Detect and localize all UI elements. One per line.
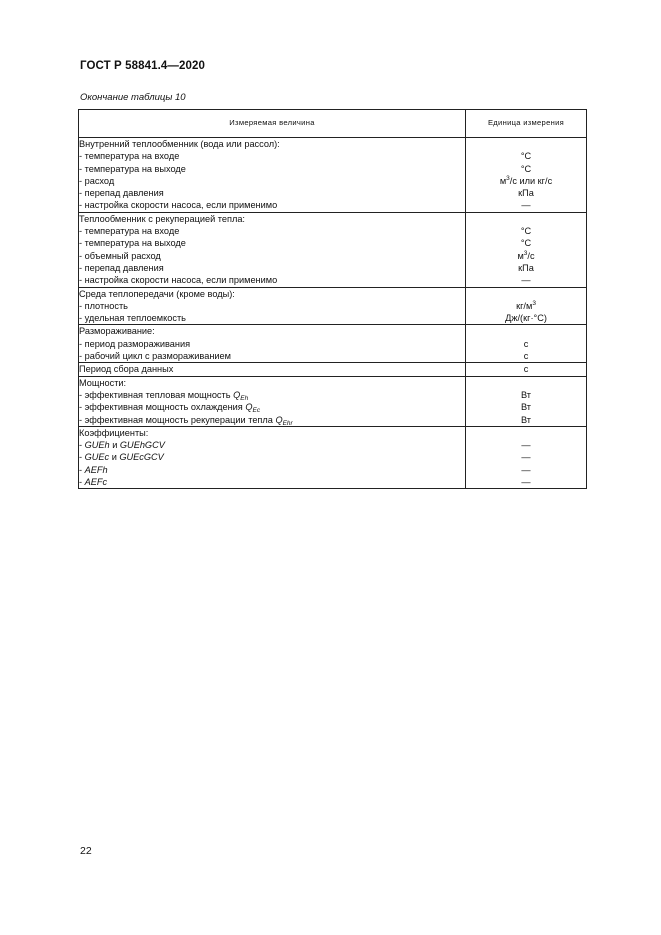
quantity-cell [79,138,466,213]
unit-cell [466,426,587,488]
item-label: - настройка скорости насоса, если применимо [79,200,278,211]
quantity-cell [79,376,466,426]
unit-value: Вт [520,402,532,413]
table-header-row [79,110,587,138]
item-label: - рабочий цикл с размораживанием [79,351,231,362]
item-label: - объемный расход [79,250,161,261]
table-row [79,376,587,426]
quantity-cell [79,426,466,488]
column-header-unit: Единица измерения [466,110,587,138]
unit-value: кПа [518,262,534,273]
table-caption: Окончание таблицы 10 [80,92,186,103]
unit-cell [466,376,587,426]
item-label: - эффективная тепловая мощность $Q_{Eh}$ [79,389,249,402]
table-row [79,325,587,363]
unit-value: Дж/(кг·°С) [505,313,547,324]
item-label: - температура на выходе [79,238,186,249]
unit-value: с [523,364,529,375]
item-label: - настройка скорости насоса, если применимо [79,275,278,286]
unit-value: — [521,200,531,211]
unit-value: $кг/м^3$ [516,299,536,311]
item-label: - плотность [79,300,128,311]
quantity-cell [79,363,466,376]
item-label: - эффективная мощность рекуперации тепла $Q_{Ehr}$ [79,414,293,427]
section-title: Мощности: [79,377,127,388]
section-title: Внутренний теплообменник (вода или рассол): [79,139,280,149]
unit-value: кПа [518,188,534,199]
item-label: - температура на выходе [79,163,186,174]
section-title: Коэффициенты: [79,427,149,438]
unit-value: с [523,338,529,349]
unit-value: — [521,464,531,475]
unit-cell [466,363,587,376]
table-row [79,138,587,213]
table-row [79,212,587,287]
item-label: - перепад давления [79,262,164,273]
quantity-cell [79,287,466,325]
table-row [79,363,587,376]
table-row [79,426,587,488]
unit-value: — [521,477,531,488]
item-label: - расход [79,175,115,186]
item-label: - AEFc [79,477,108,488]
item-label: - период размораживания [79,338,191,349]
item-label: - эффективная мощность охлаждения $Q_{Ec}$ [79,402,261,415]
unit-value: °C [520,163,532,174]
unit-value: — [521,275,531,286]
section-title: Теплообменник с рекуперацией тепла: [79,213,245,224]
measurement-table [78,109,587,489]
unit-cell [466,287,587,325]
item-label: - температура на входе [79,151,180,162]
unit-value: °C [520,226,532,237]
item-label: - перепад давления [79,188,164,199]
quantity-cell [79,212,466,287]
unit-value: $м^3/с$ или кг/с [499,174,553,186]
unit-value: Вт [520,414,532,425]
unit-value: °C [520,151,532,162]
section-title: Среда теплопередачи (кроме воды): [79,288,235,299]
section-title: Размораживание: [79,326,155,337]
unit-value: — [521,452,531,463]
unit-value: с [523,351,529,362]
item-label: - температура на входе [79,226,180,237]
unit-value: — [521,440,531,451]
item-label: - удельная теплоемкость [79,313,186,324]
document-header: ГОСТ Р 58841.4—2020 [80,60,205,72]
page-number: 22 [80,845,92,857]
unit-value: $м^3/с$ [517,249,535,261]
unit-value: Вт [520,389,532,400]
column-header-quantity: Измеряемая величина [79,110,466,138]
section-title: Период сбора данных [79,364,174,375]
item-label: - GUEc и GUEcGCV [79,452,164,463]
unit-cell [466,325,587,363]
unit-value: °C [520,238,532,249]
item-label: - GUEh и GUEhGCV [79,440,165,451]
unit-cell [466,212,587,287]
unit-cell [466,138,587,213]
quantity-cell [79,325,466,363]
table-row [79,287,587,325]
item-label: - AEFh [79,464,108,475]
